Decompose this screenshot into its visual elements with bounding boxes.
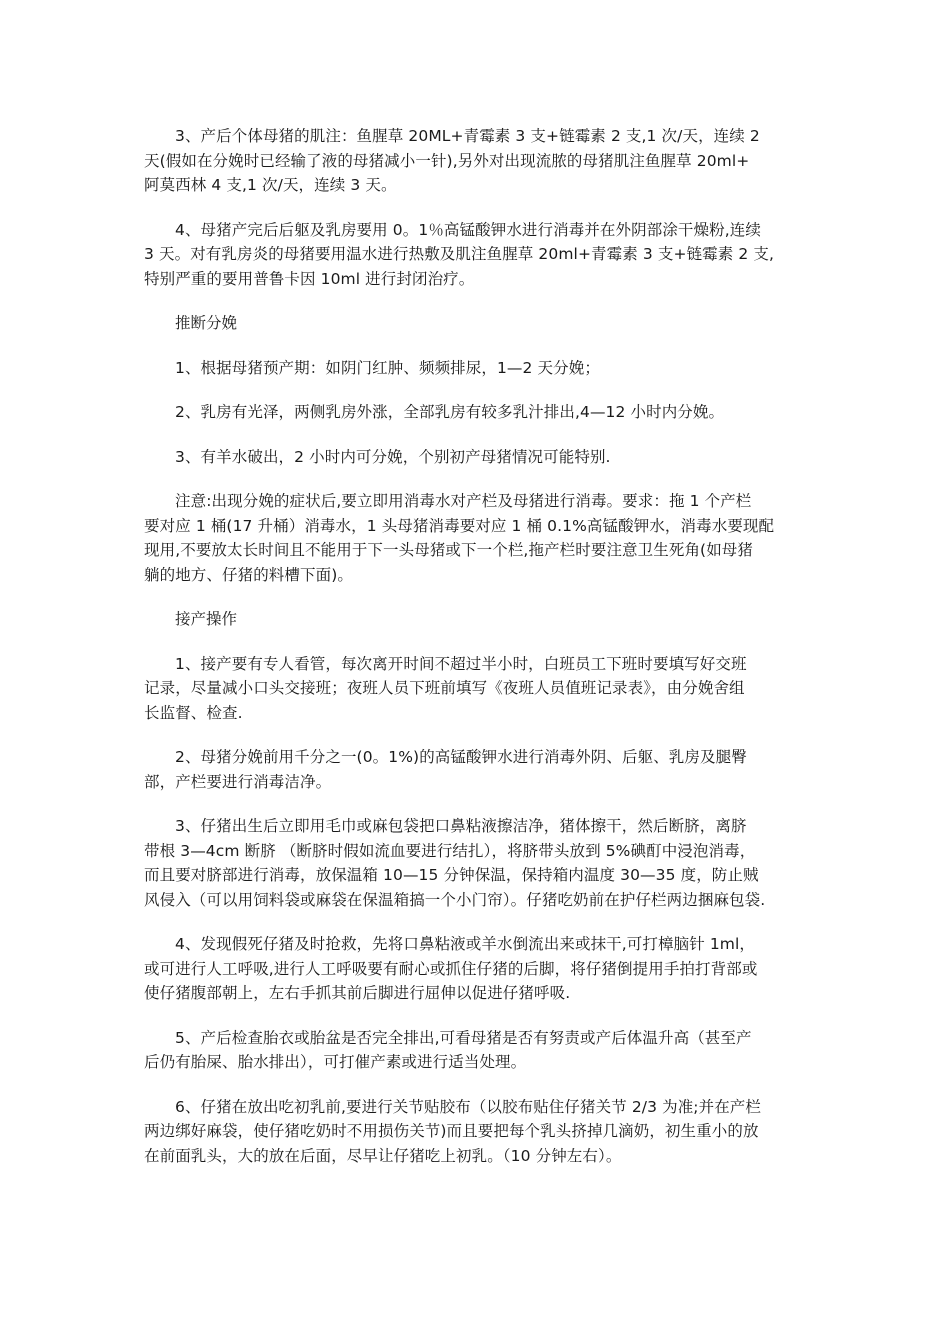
document-body (144, 124, 812, 1188)
section-heading-delivery-operation: 接产操作 (175, 610, 238, 628)
paragraph-delivery-2 (144, 745, 812, 794)
text-line: 2、乳房有光泽，两侧乳房外涨，全部乳房有较多乳汁排出,4—12 小时内分娩。 (175, 403, 725, 421)
text-line: 3、产后个体母猪的肌注：鱼腥草 20ML+青霉素 3 支+链霉素 2 支,1 次/天，连续 2 (175, 127, 760, 145)
text-line: 2、母猪分娩前用千分之一(0。1%)的高锰酸钾水进行消毒外阴、后躯、乳房及腿臀 (175, 748, 747, 766)
text-line: 现用,不要放太长时间且不能用于下一头母猪或下一个栏,拖产栏时要注意卫生死角(如母猪 (144, 541, 754, 559)
text-line: 3 天。对有乳房炎的母猪要用温水进行热敷及肌注鱼腥草 20ml+青霉素 3 支+链霉素 2 支, (144, 245, 774, 263)
paragraph-delivery-4 (144, 932, 812, 1006)
paragraph-predict-1 (144, 356, 812, 381)
text-line: 长监督、检查. (144, 703, 243, 722)
text-line: 后仍有胎屎、胎水排出），可打催产素或进行适当处理。 (144, 1053, 527, 1071)
paragraph-delivery-6 (144, 1095, 812, 1169)
text-line: 6、仔猪在放出吃初乳前,要进行关节贴胶布（以胶布贴住仔猪关节 2/3 为准;并在产栏 (175, 1097, 762, 1116)
paragraph-notice (144, 489, 812, 587)
text-line: 5、产后检查胎衣或胎盆是否完全排出,可看母猪是否有努责或产后体温升高（甚至产 (175, 1028, 752, 1047)
text-line: 而且要对脐部进行消毒，放保温箱 10—15 分钟保温，保持箱内温度 30—35 度，防止贼 (144, 866, 759, 884)
text-line: 在前面乳头，大的放在后面，尽早让仔猪吃上初乳。（10 分钟左右）。 (144, 1146, 622, 1165)
text-line: 躺的地方、仔猪的料槽下面)。 (144, 565, 353, 584)
text-line: 记录，尽量减小口头交接班；夜班人员下班前填写《夜班人员值班记录表》，由分娩舍组 (144, 679, 745, 697)
text-line: 1、根据母猪预产期：如阴门红肿、频频排尿，1—2 天分娩； (175, 358, 600, 377)
text-line: 部，产栏要进行消毒洁净。 (144, 772, 332, 791)
text-line: 带根 3—4cm 断脐 （断脐时假如流血要进行结扎），将脐带头放到 5%碘酊中浸泡消毒， (144, 841, 756, 860)
text-line: 3、仔猪出生后立即用毛巾或麻包袋把口鼻粘液擦洁净，猪体擦干，然后断脐，离脐 (175, 817, 747, 835)
paragraph-postpartum-injection (144, 124, 812, 198)
text-line: 阿莫西林 4 支,1 次/天，连续 3 天。 (144, 176, 397, 194)
text-line: 4、母猪产完后后躯及乳房要用 0。1％高锰酸钾水进行消毒并在外阴部涂干燥粉,连续 (175, 220, 761, 239)
paragraph-predict-2 (144, 400, 812, 425)
paragraph-disinfection-after-birth (144, 218, 812, 292)
section-heading-predict-farrowing: 推断分娩 (175, 314, 238, 332)
text-line: 要对应 1 桶(17 升桶）消毒水，1 头母猪消毒要对应 1 桶 0.1%高锰酸钾水，消毒水要现配 (144, 516, 775, 535)
text-line: 注意:出现分娩的症状后,要立即用消毒水对产栏及母猪进行消毒。要求：拖 1 个产栏 (175, 492, 752, 510)
text-line: 天(假如在分娩时已经输了液的母猪减小一针),另外对出现流脓的母猪肌注鱼腥草 20ml+ (144, 151, 750, 170)
paragraph-predict-3 (144, 445, 812, 470)
paragraph-delivery-3 (144, 814, 812, 912)
text-line: 特别严重的要用普鲁卡因 10ml 进行封闭治疗。 (144, 269, 475, 288)
text-line: 3、有羊水破出，2 小时内可分娩，个别初产母猪情况可能特别. (175, 447, 611, 466)
paragraph-delivery-1 (144, 652, 812, 726)
text-line: 风侵入（可以用饲料袋或麻袋在保温箱搞一个小门帘）。仔猪吃奶前在护仔栏两边捆麻包袋. (144, 890, 766, 909)
text-line: 两边绑好麻袋，使仔猪吃奶时不用损伤关节)而且要把每个乳头挤掉几滴奶，初生重小的放 (144, 1122, 759, 1140)
text-line: 4、发现假死仔猪及时抢救，先将口鼻粘液或羊水倒流出来或抹干,可打樟脑针 1ml， (175, 935, 755, 953)
paragraph-delivery-5 (144, 1026, 812, 1075)
text-line: 使仔猪腹部朝上，左右手抓其前后脚进行屈伸以促进仔猪呼吸. (144, 984, 571, 1002)
text-line: 或可进行人工呼吸,进行人工呼吸要有耐心或抓住仔猪的后脚，将仔猪倒提用手拍打背部或 (144, 959, 758, 978)
text-line: 1、接产要有专人看管，每次离开时间不超过半小时，白班员工下班时要填写好交班 (175, 654, 747, 673)
